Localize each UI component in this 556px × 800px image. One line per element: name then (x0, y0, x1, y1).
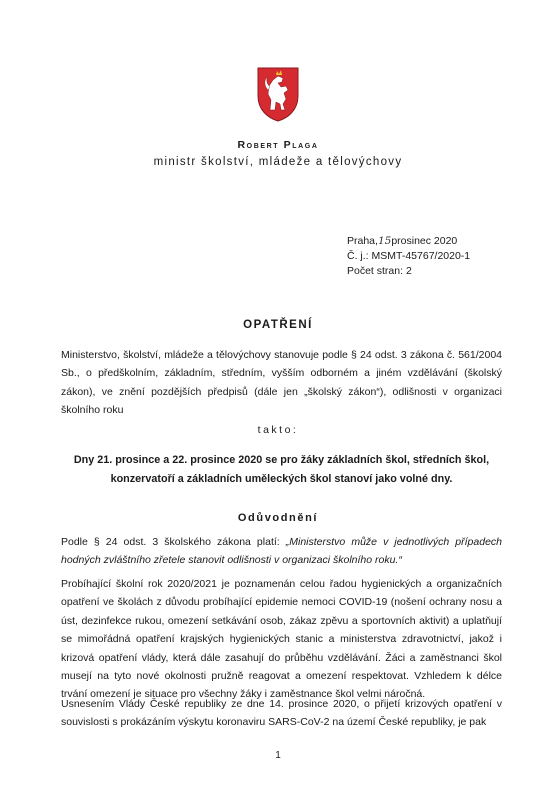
reasoning-paragraph-2: Probíhající školní rok 2020/2021 je poznamenán celou řadou hygienických a organizačních opatření ve školách z důvodu probíhající epidemie nemoci COVID-19 (nošení ochrany nosu a úst, dezinfekce rukou, omezení setkávání osob, zákaz zpěvu a sportovních aktivit) a uplatňují se mimořádná opatření krajských hygienických stanic a ministerstva zdravotnictví, jakož i krizová opatření vlády, která dále zasahují do průběhu vzdělávání. Žáci a zaměstnanci škol musejí na tyto nové okolnosti pružně reagovat a omezení respektovat. Vzhledem k délce trvání omezení je situace pro všechny žáky i zaměstnance škol velmi náročná. (61, 578, 502, 701)
decision-text: Dny 21. prosince a 22. prosince 2020 se pro žáky základních škol, středních škol, konzervatoří a základních uměleckých škol stanoví jako volné dny. (73, 454, 490, 485)
reasoning-paragraph-1 (61, 533, 502, 570)
date-line (347, 234, 470, 249)
author-name: Robert Plaga (237, 139, 319, 151)
date-day-handwritten: 15 (377, 235, 392, 247)
reference-number: Č. j.: MSMT-45767/2020-1 (347, 250, 471, 262)
author-title: ministr školství, mládeže a tělovýchovy (153, 156, 403, 168)
page-number: 1 (275, 750, 281, 761)
date-month-year: prosinec 2020 (391, 235, 458, 247)
reasoning-title: Odůvodnění (237, 512, 319, 524)
reasoning-p1-prefix: Podle § 24 odst. 3 školského zákona platí: (61, 536, 286, 548)
date-place: Praha, (347, 235, 378, 247)
takto-label: takto: (257, 424, 299, 436)
page-count: Počet stran: 2 (347, 265, 412, 277)
document-meta (347, 234, 470, 279)
reasoning-paragraph-3: Usnesením Vlády České republiky ze dne 14. prosince 2020, o přijetí krizových opatření v souvislosti s prokázáním výskytu koronaviru SARS-CoV-2 na území České republiky, je pak (61, 698, 502, 729)
reasoning-p1-quote: „Ministerstvo může v jednotlivých případech hodných zvláštního zřetele stanovit odlišnosti v organizaci školního roku.“ (61, 536, 502, 567)
document-title: OPATŘENÍ (243, 319, 313, 331)
coat-of-arms-icon (256, 66, 300, 122)
intro-paragraph: Ministerstvo, školství, mládeže a tělovýchovy stanovuje podle § 24 odst. 3 zákona č. 561/2004 Sb., o předškolním, základním, středním, vyšším odborném a jiném vzdělávání (školský zákon), ve znění pozdějších předpisů (dále jen „školský zákon“), odlišnosti v organizaci školního roku (61, 349, 502, 417)
